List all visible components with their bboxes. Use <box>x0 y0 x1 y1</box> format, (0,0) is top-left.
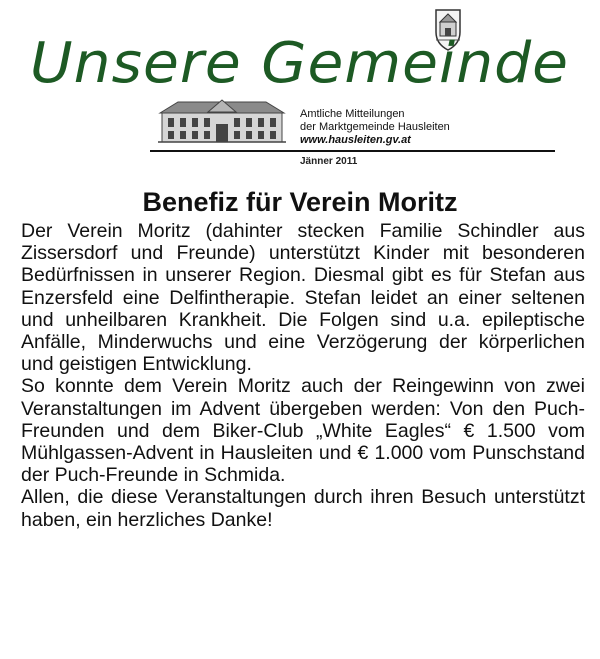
article-paragraph-3: Allen, die diese Veranstaltungen durch ihren Besuch unterstützt haben, ein herzliches Danke! <box>21 486 585 531</box>
article-body <box>21 220 585 531</box>
masthead-divider <box>150 150 555 152</box>
article-headline: Benefiz für Verein Moritz <box>142 187 458 217</box>
notice-line-1: Amtliche Mitteilungen <box>300 108 405 120</box>
article-paragraph-1: Der Verein Moritz (dahinter stecken Familie Schindler aus Zissersdorf und Freunde) unterstützt Kinder mit besonderen Bedürfnissen in unserer Region. Diesmal gibt es für Stefan aus Enzersfeld eine Delfintherapie. Stefan leidet an einer seltenen und unheilbaren Krankheit. Die Folgen sind u.a. epileptische Anfälle, Minderwuchs und eine Verzögerung der körperlichen und geistigen Entwicklung. <box>21 220 585 376</box>
website-link[interactable]: www.hausleiten.gv.at <box>300 134 411 146</box>
town-hall-icon <box>158 98 286 144</box>
article-paragraph-2: So konnte dem Verein Moritz auch der Reingewinn von zwei Veranstaltungen im Advent übergeben werden: Von den Puch-Freunden und dem Biker-Club „White Eagles“ € 1.500 vom Mühlgassen-Advent in Hausleiten und € 1.000 vom Punschstand der Puch-Freunde in Schmida. <box>21 375 585 487</box>
official-notice <box>300 108 450 147</box>
masthead-title: Unsere Gemeinde <box>30 31 570 96</box>
notice-line-2: der Marktgemeinde Hausleiten <box>300 121 450 133</box>
issue-date: Jänner 2011 <box>300 156 358 167</box>
